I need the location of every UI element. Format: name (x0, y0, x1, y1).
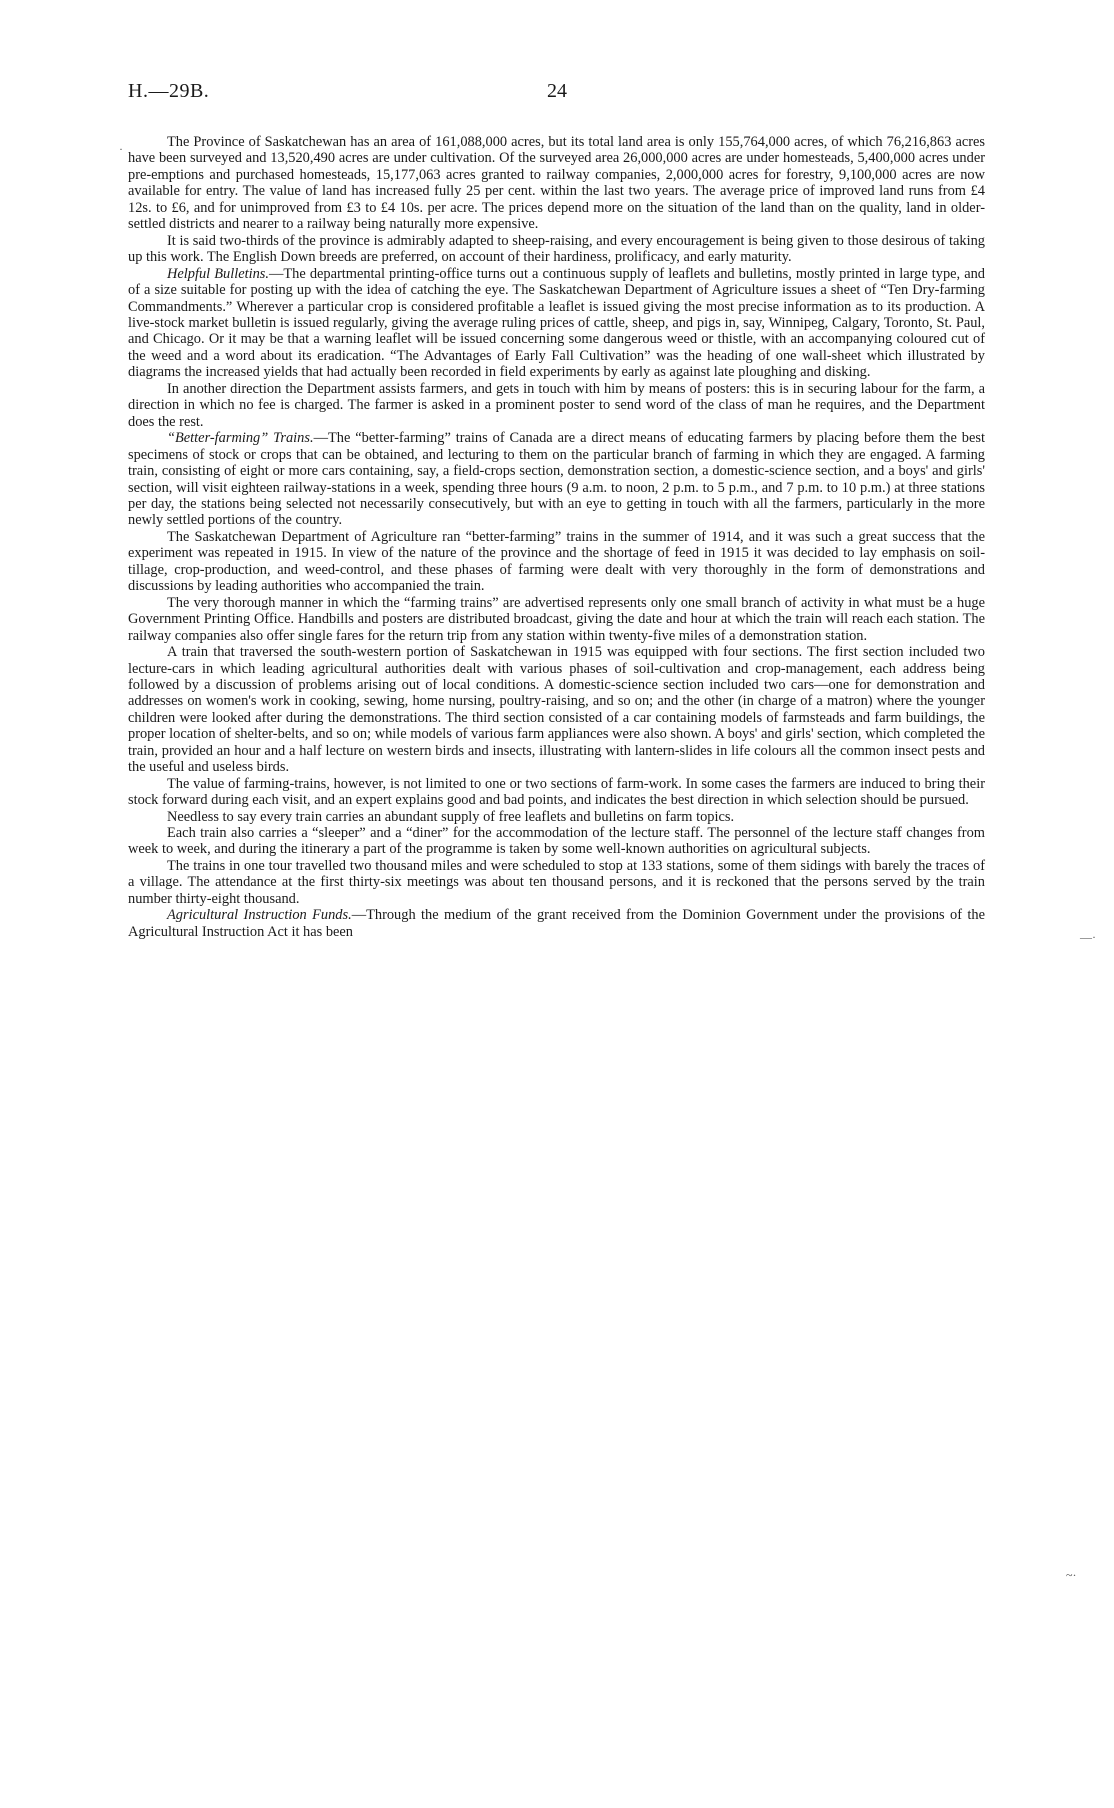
paragraph-text: The Saskatchewan Department of Agriculture ran “better-farming” trains in the summer of 1914, and it was such a great success that the experiment was repeated in 1915. In view of the nature of the province and the shortage of feed in 1915 it was decided to lay emphasis on soil-tillage, crop-production, and weed-control, and these phases of farming were dealt with very thoroughly in the form of demonstrations and discussions by leading authorities who accompanied the train. (128, 528, 985, 595)
paragraph (128, 134, 985, 233)
page-number: 24 (547, 80, 567, 102)
paragraph-text: —The departmental printing-office turns out a continuous supply of leaflets and bulletins, mostly printed in large type, and of a size suitable for posting up with the idea of catching the eye. The Saskatchewan Department of Agriculture issues a sheet of “Ten Dry-farming Commandments.” Wherever a particular crop is considered profitable a leaflet is issued giving the most precise information as to its production. A live-stock market bulletin is issued regularly, giving the average ruling prices of cattle, sheep, and pigs in, say, Winnipeg, Calgary, Toronto, St. Paul, and Chicago. Or it may be that a warning leaflet will be issued concerning some dangerous weed or thistle, with an accompanying coloured cut of the weed and a word about its eradication. “The Advantages of Early Fall Cultivation” was the heading of one wall-sheet which illustrated by diagrams the increased yields that had actually been recorded in field experiments by early as against late ploughing and disking. (128, 265, 985, 381)
paragraph-text: Each train also carries a “sleeper” and a “diner” for the accommodation of the lecture staff. The personnel of the lecture staff changes from week to week, and during the itinerary a part of the programme is taken by some well-known authorities on agricultural subjects. (128, 825, 985, 858)
margin-mark: ~· (1066, 1568, 1077, 1582)
margin-dot: · (119, 142, 123, 156)
margin-mark: —· (1080, 930, 1096, 944)
paragraph (128, 233, 985, 266)
paragraph (128, 529, 985, 595)
paragraph-text: The Province of Saskatchewan has an area of 161,088,000 acres, but its total land area is only 155,764,000 acres, of which 76,216,863 acres have been surveyed and 13,520,490 acres are under cultivation. Of the surveyed area 26,000,000 acres are under homesteads, 5,400,000 acres under pre-emptions and purchased homesteads, 15,177,063 acres granted to railway companies, 2,000,000 acres for forestry, 9,100,000 acres are now available for entry. The value of land has increased fully 25 per cent. within the last two years. The average price of improved land runs from £4 12s. to £6, and for unimproved from £3 to £4 10s. per acre. The prices depend more on the situation of the land than on the quality, land in older-settled districts and nearer to a railway being naturally more expensive. (128, 134, 985, 233)
paragraph (128, 858, 985, 907)
paragraph-text: The trains in one tour travelled two thousand miles and were scheduled to stop at 133 stations, some of them sidings with barely the traces of a village. The attendance at the first thirty-six meetings was about ten thousand persons, and it is reckoned that the persons served by the train number thirty-eight thousand. (128, 857, 985, 907)
paragraph (128, 595, 985, 644)
paragraph (128, 776, 985, 809)
paragraph (128, 266, 985, 381)
side-heading: “Better-farming” Trains. (167, 430, 314, 447)
paragraph (128, 809, 985, 825)
paragraph-text: The value of farming-trains, however, is not limited to one or two sections of farm-work. In some cases the farmers are induced to bring their stock forward during each visit, and an expert explains good and bad points, and indicates the best direction in which selection should be pursued. (128, 775, 985, 809)
paragraph-text: —Through the medium of the grant received from the Dominion Government under the provisions of the Agricultural Instruction Act it has been (128, 907, 985, 940)
paragraph-text: In another direction the Department assists farmers, and gets in touch with him by means of posters: this is in securing labour for the farm, a direction in which no fee is charged. The farmer is asked in a prominent poster to send word of the class of man he requires, and the Department does the rest. (128, 380, 985, 430)
paragraph-text: A train that traversed the south-western portion of Saskatchewan in 1915 was equipped with four sections. The first section included two lecture-cars in which leading agricultural authorities dealt with various phases of soil-cultivation and crop-management, each address being followed by a discussion of problems arising out of local conditions. A domestic-science section included two cars—one for demonstration and addresses on women's work in cooking, sewing, home nursing, poultry-raising, and so on; and the other (in charge of a matron) where the younger children were looked after during the demonstrations. The third section consisted of a car containing models of farmsteads and farm buildings, the proper location of shelter-belts, and so on; while models of various farm appliances were also shown. A boys' and girls' section, which completed the train, provided an hour and a half lecture on western birds and insects, illustrating with lantern-slides in life colours all the common insect pests and the useful and useless birds. (128, 644, 985, 776)
paragraph (128, 430, 985, 529)
paragraph (128, 381, 985, 430)
paragraph (128, 644, 985, 776)
document-reference: H.—29B. (128, 80, 210, 102)
paragraph-text: Needless to say every train carries an abundant supply of free leaflets and bulletins on farm topics. (167, 808, 735, 825)
side-heading: Helpful Bulletins. (167, 265, 269, 282)
paragraph-text: —The “better-farming” trains of Canada are a direct means of educating farmers by placing before them the best specimens of stock or crops that can be obtained, and lecturing to them on the particular branch of farming in which they are engaged. A farming train, consisting of eight or more cars containing, say, a field-crops section, demonstration section, a domestic-science section, and a boys' and girls' section, will visit eighteen railway-stations in a week, spending three hours (9 a.m. to noon, 2 p.m. to 5 p.m., and 7 p.m. to 10 p.m.) at three stations per day, the stations being selected not necessarily consecutively, but with an eye to getting in touch with all the farmers, particularly in the more newly settled portions of the country. (128, 430, 985, 529)
paragraph (128, 825, 985, 858)
paragraph (128, 907, 985, 940)
paragraph-text: The very thorough manner in which the “farming trains” are advertised represents only one small branch of activity in what must be a huge Government Printing Office. Handbills and posters are distributed broadcast, giving the date and hour at which the train will reach each station. The railway companies also offer single fares for the return trip from any station within twenty-five miles of a demonstration station. (128, 594, 985, 644)
body-text (128, 134, 985, 940)
side-heading: Agricultural Instruction Funds. (167, 907, 352, 924)
page-header (128, 80, 986, 110)
paragraph-text: It is said two-thirds of the province is admirably adapted to sheep-raising, and every encouragement is being given to those desirous of taking up this work. The English Down breeds are preferred, on account of their hardiness, prolificacy, and early maturity. (128, 232, 985, 266)
